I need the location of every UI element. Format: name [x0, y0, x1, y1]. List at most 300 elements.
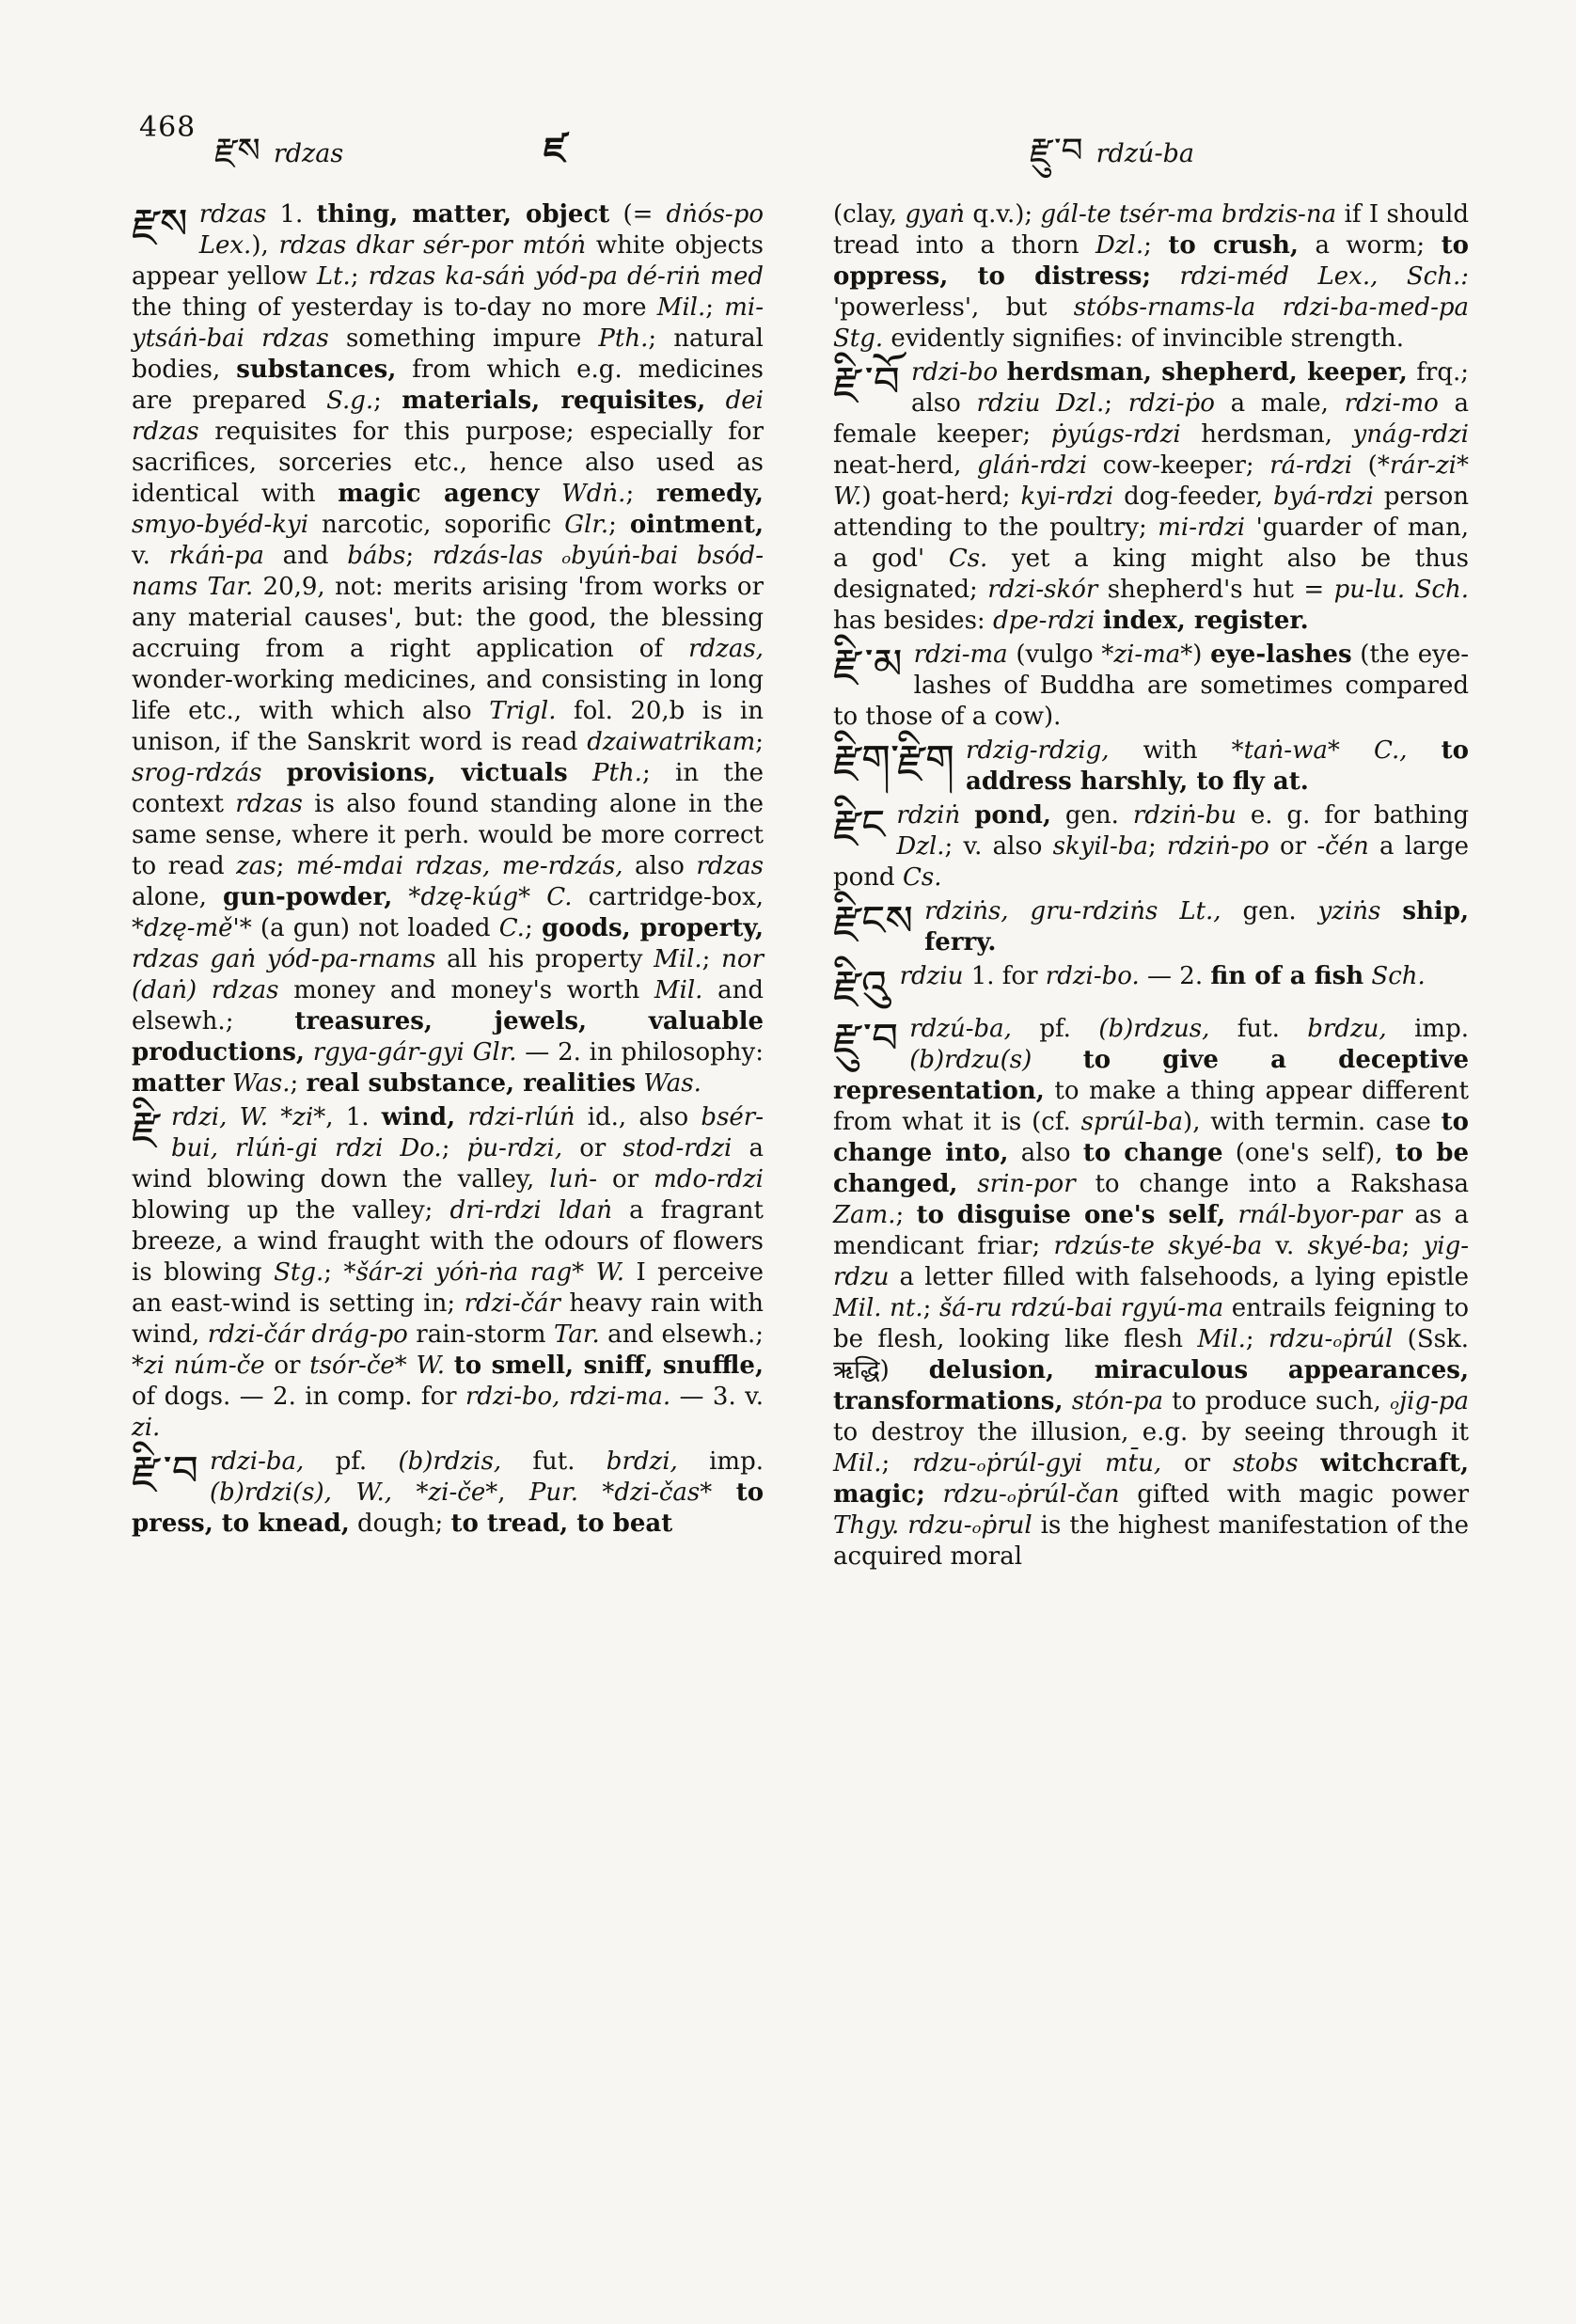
- text-segment: (b)rdzis,: [398, 1447, 502, 1476]
- text-segment: W.: [833, 482, 862, 511]
- text-segment: Was.: [643, 1069, 701, 1098]
- text-segment: to destroy the illusion, e.g. by seeing through it: [833, 1417, 1469, 1447]
- text-segment: *: [572, 1258, 596, 1287]
- text-segment: *: [577, 1478, 615, 1507]
- text-segment: rdzi-bo: [910, 358, 999, 387]
- text-segment: rdzi-čár: [464, 1289, 560, 1318]
- tibetan-headword: རྫི་བོ: [833, 358, 900, 406]
- text-segment: [1158, 897, 1179, 925]
- text-segment: [998, 358, 1007, 387]
- text-segment: to address harshly, to fly at.: [966, 736, 1470, 796]
- tibetan-headword: རྫས: [214, 132, 260, 170]
- text-segment: Pur.: [528, 1478, 578, 1507]
- text-segment: rdzi-ṗo: [1127, 389, 1215, 418]
- text-segment: to make a thing appear different from what it is (cf.: [833, 1076, 1469, 1136]
- text-segment: narcotic, soporific: [308, 511, 565, 539]
- running-head-translit: rdzú-ba: [1095, 139, 1194, 168]
- text-segment: *: [518, 883, 547, 911]
- text-segment: (*: [1352, 451, 1390, 480]
- page-number: 468: [139, 111, 197, 144]
- text-segment: rá-rdzi: [1269, 451, 1353, 480]
- text-segment: 20,9, not: merits arising 'from works or any material causes', but: the good, the blessing accruing from a right application of: [132, 573, 764, 663]
- text-segment: imp.: [677, 1447, 764, 1476]
- text-segment: rdzas: [198, 200, 267, 229]
- text-segment: gru-rdziṅs: [1030, 897, 1158, 925]
- text-segment: [1151, 262, 1179, 291]
- text-segment: gen.: [1221, 897, 1318, 925]
- text-segment: dei rdzas: [132, 387, 764, 446]
- text-segment: fol. 20,b is in unison, if the Sanskrit word is read: [132, 697, 764, 756]
- text-segment: pf.: [304, 1447, 399, 1476]
- text-segment: gláṅ-rdzi: [976, 451, 1088, 480]
- text-segment: to crush,: [1168, 231, 1299, 260]
- text-segment: ),: [251, 231, 279, 260]
- tibetan-headword: རྫིང: [833, 801, 886, 849]
- text-segment: ;: [1401, 1231, 1424, 1260]
- text-segment: rdzi-ba,: [209, 1447, 305, 1476]
- text-segment: rdzi-bo.: [1045, 962, 1140, 990]
- text-segment: *): [1180, 640, 1211, 669]
- dictionary-entry: [833, 1014, 1469, 1573]
- text-segment: *: [1327, 736, 1374, 765]
- tibetan-headword: རྫིག་རྫིག: [833, 736, 955, 784]
- text-segment: [227, 1103, 239, 1131]
- text-segment: W.: [595, 1258, 625, 1287]
- text-segment: delusion, miraculous appearances, transformations,: [833, 1355, 1469, 1415]
- text-segment: stóbs-rnams-la rdzi-ba-med-pa: [1073, 293, 1469, 322]
- text-segment: (b)rdzi(s),: [209, 1478, 332, 1507]
- text-segment: index, register.: [1102, 607, 1309, 635]
- text-segment: [1408, 736, 1442, 765]
- text-segment: to tread, to beat: [450, 1510, 673, 1538]
- tibetan-headword: རྫས: [132, 200, 188, 248]
- text-segment: rdzi-méd: [1179, 262, 1290, 291]
- text-segment: yet a king might also be thus designated;: [833, 545, 1469, 604]
- text-segment: the thing of yesterday is to-day no more: [132, 293, 657, 322]
- tibetan-headword: རྫི་མ: [833, 640, 903, 688]
- text-segment: *, 1.: [313, 1103, 382, 1131]
- text-segment: šá-ru rdzú-bai rgyú-ma: [938, 1293, 1224, 1322]
- text-segment: (one's self),: [1222, 1138, 1395, 1167]
- text-segment: šár-zi yóṅ-ṅa rag: [355, 1258, 573, 1287]
- tibetan-headword: རྫིའུ: [833, 962, 889, 1010]
- text-segment: or: [1269, 832, 1317, 861]
- text-segment: 1.: [266, 200, 317, 229]
- text-segment: W.,: [355, 1478, 393, 1507]
- dictionary-entry: [132, 1447, 764, 1540]
- text-segment: gál-te tsér-ma brdzis-na: [1040, 200, 1337, 229]
- text-segment: rdzu-ₒṗrúl: [1268, 1324, 1394, 1353]
- running-head-translit: rdzas: [273, 139, 344, 168]
- text-segment: Lt.: [316, 262, 351, 291]
- text-segment: pond,: [974, 801, 1051, 830]
- text-segment: rdzi-skór: [987, 576, 1098, 604]
- text-segment: gyaṅ: [905, 200, 966, 229]
- text-segment: q.v.);: [965, 200, 1041, 229]
- text-segment: ; *: [323, 1258, 356, 1287]
- text-segment: dpe-rdzi: [992, 607, 1095, 635]
- text-segment: wind,: [381, 1103, 456, 1131]
- text-segment: C.: [498, 914, 525, 942]
- text-segment: gun-powder,: [223, 883, 393, 911]
- text-segment: Mil.: [654, 976, 703, 1004]
- text-segment: rdziṅ: [896, 801, 961, 830]
- text-segment: [332, 1478, 355, 1507]
- tibetan-headword: རྫིངས: [833, 897, 914, 945]
- text-segment: rdziu: [899, 962, 964, 990]
- text-segment: luṅ-: [549, 1165, 597, 1194]
- text-segment: skyé-ba: [1307, 1231, 1402, 1260]
- text-segment: ; natural bodies,: [132, 324, 764, 384]
- text-segment: srin-por: [977, 1169, 1076, 1198]
- text-segment: ;: [881, 1448, 913, 1478]
- text-segment: dzę-mě': [144, 914, 240, 942]
- text-segment: yziṅs: [1317, 897, 1381, 925]
- text-segment: Dzl.: [1095, 231, 1144, 260]
- text-segment: (Ssk. ऋद्धि): [833, 1324, 1469, 1384]
- text-segment: [539, 480, 561, 508]
- text-segment: stod-rdzi: [623, 1134, 733, 1162]
- text-segment: e. g. for bathing: [1236, 801, 1470, 830]
- text-segment: C.,: [1374, 736, 1408, 765]
- running-head-right: [1030, 132, 1194, 170]
- text-segment: ;: [755, 728, 764, 756]
- text-segment: dzę-kúg: [420, 883, 519, 911]
- text-segment: stobs: [1233, 1448, 1299, 1478]
- text-segment: rain-storm: [407, 1320, 555, 1349]
- text-segment: rdzús-te skyé-ba: [1053, 1231, 1263, 1260]
- text-segment: *: [700, 1478, 736, 1507]
- text-segment: frq.; also: [910, 358, 1470, 418]
- text-segment: ;: [290, 1069, 307, 1098]
- dictionary-entry: [833, 199, 1469, 355]
- text-segment: sprúl-ba: [1080, 1107, 1184, 1136]
- text-segment: rdzas: [696, 852, 764, 880]
- text-segment: mi-rdzi: [1158, 514, 1246, 542]
- text-segment: ;: [405, 542, 433, 570]
- text-segment: mdo-rdzi: [654, 1165, 764, 1194]
- text-segment: is the highest manifestation of the acquired moral: [833, 1510, 1470, 1571]
- text-segment: pu-lu.: [1333, 576, 1406, 604]
- text-segment: [1289, 262, 1317, 291]
- text-segment: ;: [1245, 1324, 1269, 1353]
- text-segment: goods, property,: [541, 914, 764, 942]
- text-segment: rdzas gaṅ yód-pa-rnams: [132, 945, 436, 973]
- text-segment: zi.: [132, 1414, 161, 1442]
- text-segment: gen.: [1050, 801, 1133, 830]
- text-segment: or: [596, 1165, 654, 1194]
- text-segment: ;: [705, 293, 725, 322]
- text-segment: [1380, 897, 1402, 925]
- text-segment: Lt.,: [1179, 897, 1221, 925]
- text-segment: if I should tread into a thorn: [833, 200, 1469, 260]
- text-segment: and: [263, 542, 348, 570]
- text-segment: [1405, 576, 1414, 604]
- text-segment: and elsewh.;: [132, 976, 764, 1036]
- text-segment: gifted with magic power: [1119, 1479, 1469, 1509]
- column-right: [833, 199, 1469, 1575]
- text-segment: a letter filled with falsehoods, a lying epistle: [889, 1262, 1469, 1291]
- text-segment: dṅós-po Lex.: [198, 200, 764, 260]
- text-segment: rdziṅs,: [924, 897, 1009, 925]
- text-segment: rdzi-ma: [913, 640, 1008, 669]
- text-segment: bábs: [347, 542, 406, 570]
- text-segment: ;: [608, 511, 630, 539]
- text-segment: taṅ-wa: [1243, 736, 1328, 765]
- text-segment: v.: [132, 542, 169, 570]
- text-segment: rdziṅ-po: [1166, 832, 1269, 861]
- text-segment: kyi-rdzi: [1020, 482, 1114, 511]
- text-segment: to produce such,: [1162, 1386, 1391, 1415]
- text-segment: rnál-byor-par: [1237, 1200, 1403, 1229]
- text-segment: Cs.: [902, 863, 942, 892]
- text-segment: Mil.: [656, 293, 706, 322]
- text-segment: to be changed,: [833, 1138, 1470, 1198]
- text-segment: rkáṅ-pa: [168, 542, 264, 570]
- text-segment: rdzu-ₒṗrúl-čan: [942, 1479, 1120, 1509]
- text-segment: rdzas: [235, 790, 303, 818]
- text-segment: ) goat-herd;: [861, 482, 1021, 511]
- text-segment: fin of a fish: [1210, 962, 1364, 990]
- text-segment: rdzas ka-sáṅ yód-pa dé-riṅ med: [368, 262, 764, 291]
- text-segment: ; v. also: [944, 832, 1053, 861]
- text-segment: 1. for: [963, 962, 1046, 990]
- text-segment: rdzás-las ₒbyúṅ-bai bsód-nams Tar.: [132, 542, 764, 601]
- text-segment: Was.: [231, 1069, 291, 1098]
- text-segment: dzi-čas: [614, 1478, 701, 1507]
- text-segment: Sch.: [1371, 962, 1426, 990]
- text-segment: rdzi-mo: [1344, 389, 1439, 418]
- text-segment: Mil. nt.: [833, 1293, 923, 1322]
- text-segment: something impure: [328, 324, 599, 353]
- text-segment: tsór-če: [309, 1352, 395, 1380]
- text-segment: entrails feigning to be flesh, looking like flesh: [833, 1293, 1470, 1353]
- text-segment: *: [1457, 451, 1469, 480]
- text-segment: white objects appear yellow: [132, 231, 764, 291]
- text-segment: skyil-ba: [1052, 832, 1148, 861]
- column-left: [132, 199, 764, 1542]
- text-segment: dog-feeder,: [1113, 482, 1274, 511]
- text-segment: — 3. v.: [670, 1383, 764, 1411]
- text-segment: Pth.: [591, 759, 642, 787]
- text-segment: provisions, victuals: [286, 759, 568, 787]
- text-segment: to smell, sniff, snuffle,: [453, 1352, 764, 1380]
- text-segment: rdziu: [976, 389, 1041, 418]
- text-segment: ;: [922, 1293, 939, 1322]
- text-segment: Dzl.: [896, 832, 945, 861]
- text-segment: ₒjig-pa: [1390, 1386, 1470, 1415]
- text-segment: shepherd's hut =: [1097, 576, 1334, 604]
- text-segment: also: [623, 852, 697, 880]
- text-segment: Mil.: [654, 945, 702, 973]
- text-segment: ṗu-rdzi,: [466, 1134, 563, 1162]
- text-segment: ;: [1104, 389, 1128, 418]
- text-segment: ;: [441, 1134, 467, 1162]
- dictionary-entry: [833, 357, 1469, 637]
- text-segment: [925, 1480, 943, 1509]
- text-segment: Thgy.: [833, 1510, 900, 1540]
- text-segment: ), with termin. case: [1183, 1107, 1442, 1136]
- text-segment: rdzas,: [688, 635, 764, 663]
- text-segment: zas: [236, 852, 276, 880]
- text-segment: dough;: [349, 1510, 451, 1538]
- text-segment: and elsewh.; *: [132, 1320, 764, 1380]
- text-segment: smyo-byéd-kyi: [132, 511, 309, 539]
- text-segment: id., also: [575, 1103, 701, 1131]
- dictionary-entry: [833, 800, 1469, 893]
- text-segment: [899, 1511, 907, 1540]
- text-segment: W.: [416, 1352, 445, 1380]
- text-segment: [957, 1170, 977, 1198]
- text-segment: ; in the context: [132, 759, 764, 818]
- text-segment: Lex., Sch.:: [1317, 262, 1469, 291]
- text-segment: rdzi-čár drág-po: [207, 1320, 408, 1349]
- text-segment: S.g.: [326, 387, 374, 415]
- text-segment: ;: [524, 914, 542, 942]
- text-segment: ointment,: [629, 511, 764, 539]
- text-segment: Tar.: [554, 1320, 600, 1349]
- text-segment: treasures, jewels, valuable productions,: [132, 1007, 764, 1067]
- text-segment: rár-zi: [1389, 451, 1457, 480]
- text-segment: a fragrant breeze, a wind fraught with the odours of flowers is blowing: [132, 1196, 764, 1287]
- text-segment: requisites for this purpose; especially for sacrifices, sorceries etc., hence also used as identical with: [132, 418, 764, 508]
- text-segment: yig-rdzu: [833, 1231, 1469, 1291]
- text-segment: ship, ferry.: [924, 897, 1470, 956]
- text-segment: W.: [239, 1103, 269, 1131]
- text-segment: rdzu-ₒṗrúl-gyi mt̄u,: [912, 1448, 1162, 1478]
- text-segment: or: [562, 1134, 623, 1162]
- text-segment: imp.: [1386, 1014, 1469, 1043]
- text-segment: v.: [1262, 1231, 1308, 1260]
- text-segment: Mil.: [1197, 1324, 1246, 1353]
- text-segment: *,: [485, 1478, 529, 1507]
- text-segment: Zam.: [833, 1200, 896, 1229]
- text-segment: [1009, 897, 1031, 925]
- text-segment: srog-rdzás: [132, 759, 262, 787]
- text-segment: Cs.: [948, 545, 988, 573]
- text-segment: ;: [373, 387, 402, 415]
- text-segment: rdzú-ba,: [909, 1014, 1012, 1043]
- text-segment: magic agency: [338, 480, 540, 508]
- text-segment: wonder-working medicines, and consisting in long life etc., with which also: [132, 666, 764, 725]
- text-segment: ṗyúgs-rdzi: [1050, 420, 1181, 449]
- text-segment: to disguise one's self,: [916, 1200, 1226, 1229]
- text-segment: Wdṅ.: [561, 480, 626, 508]
- text-segment: ;: [1147, 832, 1167, 861]
- text-segment: 'powerless', but: [833, 293, 1074, 322]
- text-segment: pf.: [1011, 1014, 1099, 1043]
- text-segment: dzaiwatrikam: [587, 728, 756, 756]
- text-segment: or: [1161, 1448, 1234, 1478]
- text-segment: to press, to knead,: [132, 1478, 764, 1538]
- text-segment: blowing up the valley;: [132, 1196, 450, 1225]
- tibetan-headword: རྫི: [132, 1103, 161, 1151]
- text-segment: Glr.: [564, 511, 609, 539]
- text-segment: also: [1008, 1138, 1083, 1167]
- text-segment: bsér-bui, rlúṅ-gi rdzi Do.: [171, 1103, 764, 1162]
- tibetan-headword: རྫུ་བ: [833, 1014, 899, 1063]
- text-segment: [1032, 1046, 1082, 1074]
- text-segment: matter: [132, 1069, 225, 1098]
- text-segment: [1225, 1201, 1237, 1229]
- text-segment: is also found standing alone in the same sense, where it perh. would be more correct to read: [132, 790, 764, 880]
- text-segment: ;: [701, 945, 722, 973]
- text-segment: heavy rain with wind,: [132, 1289, 764, 1349]
- text-segment: (b)rdzus,: [1098, 1014, 1210, 1043]
- text-segment: dri-rdzi ldaṅ: [449, 1196, 613, 1225]
- text-segment: zi-ma: [1113, 640, 1181, 669]
- text-segment: ;: [276, 852, 296, 880]
- tibetan-headword: རྫི་བ: [132, 1447, 198, 1495]
- text-segment: brdzi,: [606, 1447, 678, 1476]
- text-segment: to change: [1082, 1138, 1223, 1167]
- text-segment: C.: [546, 883, 573, 911]
- dictionary-entry: [132, 199, 764, 1099]
- text-segment: a large pond: [833, 832, 1469, 892]
- text-segment: witchcraft, magic;: [833, 1448, 1469, 1509]
- text-segment: zi núm-če: [144, 1352, 265, 1380]
- text-segment: ;: [895, 1200, 917, 1229]
- text-segment: of dogs. — 2. in comp. for: [132, 1383, 465, 1411]
- text-segment: brdzu,: [1307, 1014, 1387, 1043]
- dictionary-entry: [833, 640, 1469, 733]
- running-head-left: [214, 132, 343, 170]
- dictionary-entry: [833, 961, 1469, 1011]
- text-segment: from which e.g. medicines are prepared: [132, 356, 764, 415]
- text-segment: (the eye-lashes of Buddha are sometimes compared to those of a cow).: [833, 640, 1469, 731]
- text-segment: * (a gun) not loaded: [239, 914, 499, 942]
- text-segment: Trigl.: [489, 697, 557, 725]
- text-segment: rdzi,: [171, 1103, 228, 1131]
- text-segment: [305, 1038, 313, 1067]
- text-segment: money and money's worth: [278, 976, 654, 1004]
- text-segment: [445, 1352, 454, 1380]
- text-segment: zi-če: [428, 1478, 486, 1507]
- text-segment: nor (daṅ) rdzas: [132, 945, 764, 1004]
- text-segment: or: [264, 1352, 310, 1380]
- text-segment: person attending to the poultry;: [833, 482, 1469, 542]
- text-segment: byá-rdzi: [1273, 482, 1374, 511]
- text-segment: ;: [625, 480, 656, 508]
- text-segment: [705, 387, 725, 415]
- text-segment: 'guarder of man, a god': [833, 514, 1469, 573]
- text-segment: herdsman, shepherd, keeper,: [1006, 358, 1408, 387]
- text-segment: a female keeper;: [833, 389, 1470, 449]
- text-segment: — 2.: [1139, 962, 1211, 990]
- text-segment: rdziṅ-bu: [1132, 801, 1237, 830]
- text-segment: — 2. in philosophy:: [516, 1038, 764, 1067]
- text-segment: Stg.: [274, 1258, 324, 1287]
- text-segment: a male,: [1214, 389, 1345, 418]
- text-segment: eye-lashes: [1210, 640, 1352, 669]
- text-segment: a wind blowing down the valley,: [132, 1134, 764, 1194]
- text-segment: *: [392, 1478, 429, 1507]
- text-segment: materials, requisites,: [402, 387, 706, 415]
- text-segment: ;: [350, 262, 369, 291]
- text-segment: [1095, 607, 1103, 635]
- text-segment: all his property: [435, 945, 654, 973]
- text-segment: fut.: [501, 1447, 607, 1476]
- text-segment: rdzi-bo, rdzi-ma.: [465, 1383, 671, 1411]
- text-segment: (vulgo *: [1007, 640, 1114, 669]
- text-segment: as a mendicant friar;: [833, 1200, 1470, 1260]
- text-segment: ynág-rdzi: [1352, 420, 1469, 449]
- text-segment: a worm;: [1298, 231, 1442, 260]
- text-segment: ;: [1143, 231, 1169, 260]
- text-segment: [225, 1069, 232, 1098]
- text-segment: [1064, 1387, 1072, 1415]
- text-segment: *: [394, 1352, 417, 1380]
